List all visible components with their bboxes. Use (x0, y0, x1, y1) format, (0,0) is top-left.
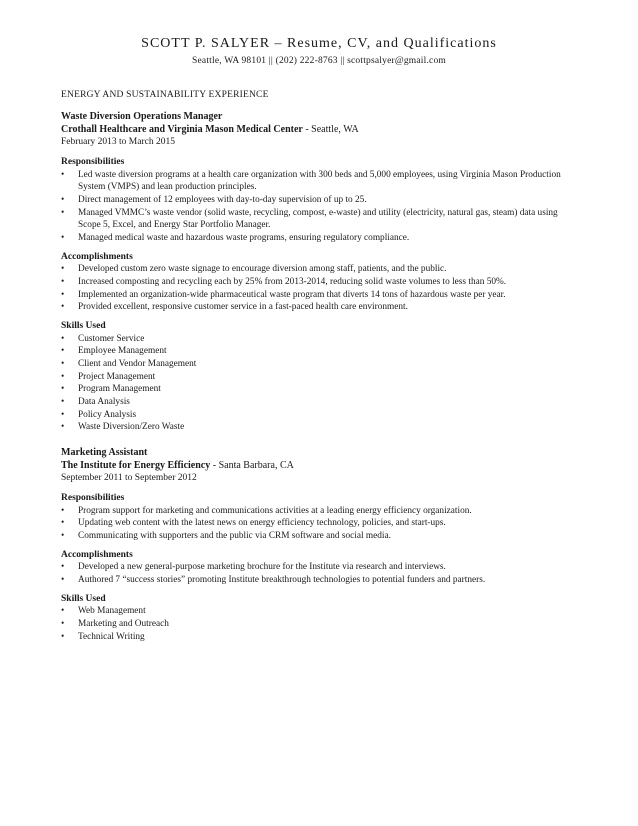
accomplishments-section (61, 251, 581, 314)
list-item (61, 409, 581, 422)
bullet-list (61, 263, 581, 314)
list-item-text: Employee Management (78, 346, 167, 357)
list-item-text: Policy Analysis (78, 409, 137, 420)
list-item-text: Managed VMMC’s waste vendor (solid waste, recycling, compost, e-waste) and utility (electricity, natural gas, steam) data using Scope 5, Excel, and Energy Star Portfolio Manager. (78, 207, 558, 231)
bullet-marker: • (61, 505, 65, 516)
skills-section (61, 320, 581, 434)
bullet-marker: • (61, 194, 65, 205)
job-dates: February 2013 to March 2015 (61, 137, 175, 147)
bullet-marker: • (61, 289, 65, 300)
list-item (61, 396, 581, 409)
list-item-text: Managed medical waste and hazardous waste programs, ensuring regulatory compliance. (78, 233, 410, 244)
list-item-text: Led waste diversion programs at a health care organization with 300 beds and 5,000 employees, using Virginia Mason Production System (VMPS) and lean production principles. (78, 169, 561, 193)
bullet-marker: • (61, 618, 65, 629)
list-item-text: Implemented an organization-wide pharmaceutical waste program that diverts 14 tons of hazardous waste per year. (78, 289, 506, 300)
organization-name: The Institute for Energy Efficiency (61, 460, 211, 472)
bullet-marker: • (61, 346, 65, 357)
list-item (61, 371, 581, 384)
list-item-text: Web Management (78, 606, 146, 617)
list-item (61, 530, 581, 543)
subsection-heading: Skills Used (61, 593, 106, 604)
job-organization-line (61, 123, 581, 136)
list-item (61, 631, 581, 644)
list-item-text: Updating web content with the latest news on energy efficiency technology, policies, and start-ups. (78, 518, 446, 529)
job-entry (61, 110, 581, 434)
bullet-marker: • (61, 207, 65, 218)
list-item-text: Developed custom zero waste signage to encourage diversion among staff, patients, and the public. (78, 264, 447, 275)
list-item (61, 421, 581, 434)
list-item-text: Program Management (78, 384, 161, 395)
bullet-marker: • (61, 169, 65, 180)
bullet-list (61, 561, 581, 586)
subsection-heading: Skills Used (61, 321, 106, 332)
list-item (61, 574, 581, 587)
list-item-text: Authored 7 “success stories” promoting Institute breakthrough technologies to potential funders and partners. (78, 574, 486, 585)
bullet-marker: • (61, 422, 65, 433)
job-organization-line (61, 459, 581, 472)
list-item (61, 345, 581, 358)
responsibilities-section (61, 492, 581, 543)
bullet-marker: • (61, 531, 65, 542)
bullet-marker: • (61, 574, 65, 585)
list-item (61, 263, 581, 276)
list-item (61, 517, 581, 530)
bullet-marker: • (61, 264, 65, 275)
skills-section (61, 593, 581, 644)
list-item-text: Developed a new general-purpose marketing brochure for the Institute via research and interviews. (78, 562, 446, 573)
job-entry (61, 446, 581, 643)
subsection-heading: Responsibilities (61, 157, 125, 167)
list-item (61, 301, 581, 314)
resume-content (61, 90, 581, 655)
bullet-marker: • (61, 384, 65, 395)
list-item-text: Direct management of 12 employees with day-to-day supervision of up to 25. (78, 194, 367, 205)
list-item (61, 561, 581, 574)
responsibilities-section (61, 156, 581, 245)
list-item (61, 618, 581, 631)
subsection-heading: Accomplishments (61, 549, 133, 560)
list-item (61, 276, 581, 289)
list-item (61, 505, 581, 518)
bullet-marker: • (61, 371, 65, 382)
organization-name: Crothall Healthcare and Virginia Mason Medical Center (61, 124, 303, 135)
bullet-list (61, 605, 581, 643)
list-item-text: Customer Service (78, 333, 145, 344)
bullet-marker: • (61, 562, 65, 573)
bullet-marker: • (61, 397, 65, 408)
bullet-marker: • (61, 276, 65, 287)
list-item-text: Client and Vendor Management (78, 358, 197, 369)
subsection-heading: Accomplishments (61, 251, 133, 262)
bullet-marker: • (61, 233, 65, 244)
list-item-text: Increased composting and recycling each by 25% from 2013-2014, reducing solid waste volumes to less than 50%. (78, 276, 507, 287)
bullet-list (61, 333, 581, 435)
bullet-marker: • (61, 358, 65, 369)
subsection-heading: Responsibilities (61, 493, 125, 504)
section-heading: ENERGY AND SUSTAINABILITY EXPERIENCE (61, 90, 269, 100)
list-item-text: Project Management (78, 371, 156, 382)
contact-line: Seattle, WA 98101 || (202) 222-8763 || scottpsalyer@gmail.com (192, 56, 446, 66)
bullet-list (61, 169, 581, 245)
job-location: - Santa Barbara, CA (210, 460, 294, 472)
resume-title: SCOTT P. SALYER – Resume, CV, and Qualifications (141, 36, 497, 51)
bullet-list (61, 505, 581, 543)
list-item (61, 358, 581, 371)
bullet-marker: • (61, 606, 65, 617)
list-item (61, 232, 581, 245)
bullet-marker: • (61, 333, 65, 344)
list-item-text: Marketing and Outreach (78, 618, 169, 629)
job-dates: September 2011 to September 2012 (61, 473, 197, 484)
job-title: Waste Diversion Operations Manager (61, 111, 223, 122)
list-item (61, 289, 581, 302)
job-list (61, 110, 581, 643)
list-item-text: Provided excellent, responsive customer service in a fast-paced health care environment. (78, 302, 408, 313)
bullet-marker: • (61, 631, 65, 642)
list-item (61, 383, 581, 396)
list-item (61, 207, 581, 232)
bullet-marker: • (61, 302, 65, 313)
bullet-marker: • (61, 518, 65, 529)
job-title: Marketing Assistant (61, 447, 148, 459)
list-item-text: Waste Diversion/Zero Waste (78, 422, 185, 433)
job-location: - Seattle, WA (302, 124, 359, 135)
list-item-text: Communicating with supporters and the public via CRM software and social media. (78, 531, 391, 542)
list-item-text: Program support for marketing and communications activities at a leading energy efficiency organization. (78, 505, 472, 516)
accomplishments-section (61, 549, 581, 587)
list-item-text: Data Analysis (78, 397, 130, 408)
list-item-text: Technical Writing (78, 631, 145, 642)
bullet-marker: • (61, 409, 65, 420)
list-item (61, 605, 581, 618)
list-item (61, 194, 581, 207)
list-item (61, 169, 581, 194)
list-item (61, 333, 581, 346)
